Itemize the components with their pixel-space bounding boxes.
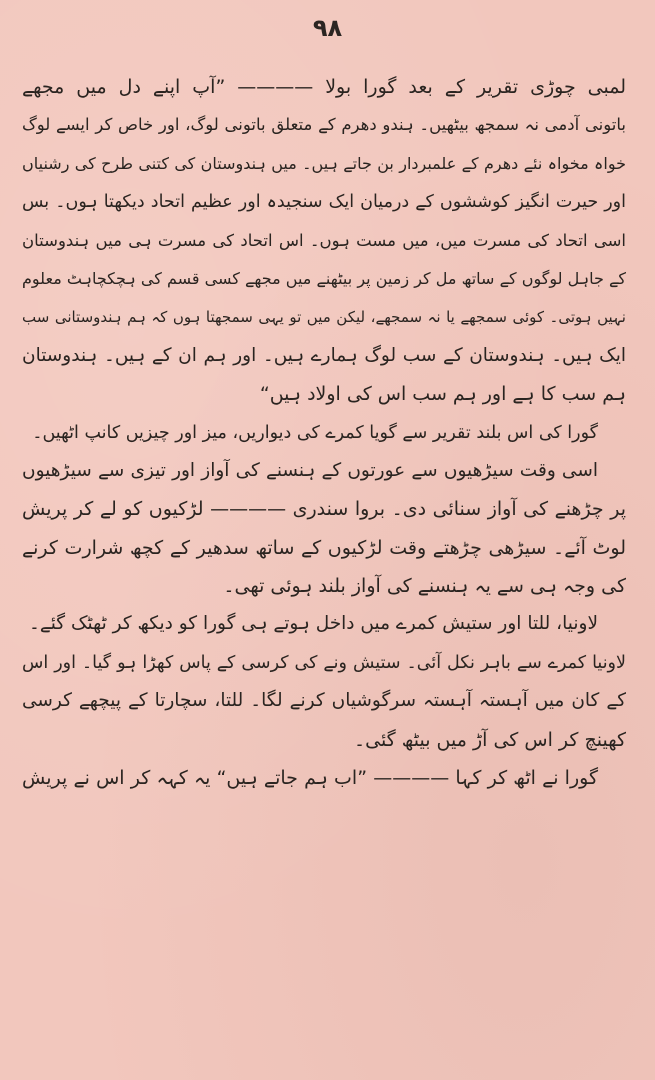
text-line: خواہ مخواہ نئے دھرم کے علمبردار بن جاتے ہیں۔ میں ہندوستان کی کتنی طرح کی رشنیاں [22, 153, 626, 173]
page-text-body [22, 68, 626, 797]
text-line: لاونیا، للتا اور ستیش کمرے میں داخل ہوتے ہی گورا کو دیکھ کر ٹھٹک گئے۔ [29, 613, 598, 635]
text-line: کھینچ کر اس کی آڑ میں بیٹھ گئی۔ [353, 728, 626, 751]
text-line: کی وجہ ہی سے یہ ہنسنے کی آواز بلند ہوئی تھی۔ [223, 575, 626, 598]
text-line: اسی وقت سیڑھیوں سے عورتوں کے ہنسنے کی آواز اور تیزی سے سیڑھیوں [22, 459, 598, 481]
text-line: لاونیا کمرے سے باہر نکل آئی۔ ستیش ونے کی کرسی کے پاس کھڑا ہو گیا۔ اور اس [22, 652, 626, 673]
page-number: ۹۸ [312, 14, 343, 42]
text-line: اور حیرت انگیز کوششوں کے درمیان ایک سنجیدہ اور عظیم اتحاد دیکھتا ہوں۔ بس [22, 192, 626, 213]
text-line: باتونی آدمی نہ سمجھ بیٹھیں۔ ہندو دھرم کے متعلق باتونی لوگ، اور خاص کر ایسے لوگ [22, 115, 626, 135]
text-line: اسی اتحاد کی مسرت میں، میں مست ہوں۔ اس اتحاد کی مسرت ہی میں ہندوستان [22, 230, 626, 250]
text-line: گورا نے اٹھ کر کہا ———— ”اب ہم جاتے ہیں“ یہ کہہ کر اس نے پریش [22, 767, 598, 790]
text-line: کے جاہل لوگوں کے ساتھ مل کر زمین پر بیٹھنے میں مجھے کسی قسم کی ہچکچاہٹ معلوم [22, 268, 626, 288]
text-line: ہم سب کا ہے اور ہم سب اس کی اولاد ہیں“ [259, 383, 626, 406]
text-line: لمبی چوڑی تقریر کے بعد گورا بولا ———— ”آپ اپنے دل میں مجھے [22, 76, 626, 98]
text-line: لوٹ آئے۔ سیڑھی چڑھتے وقت لڑکیوں کے ساتھ سدھیر کے کچھ شرارت کرنے [22, 536, 626, 559]
text-line: گورا کی اس بلند تقریر سے گویا کمرے کی دیواریں، میز اور چیزیں کانپ اٹھیں۔ [32, 422, 598, 443]
text-line: کے کان میں آہستہ آہستہ سرگوشیاں کرنے لگا۔ للتا، سچارتا کے پیچھے کرسی [22, 690, 626, 712]
text-line: پر چڑھنے کی آواز سنائی دی۔ بروا سندری ———— لڑکیوں کو لے کر پریش [22, 498, 626, 521]
text-line: نہیں ہوتی۔ کوئی سمجھے یا نہ سمجھے، لیکن میں تو یہی سمجھتا ہوں کہ ہم ہندوستانی سب [22, 308, 626, 327]
text-line: ایک ہیں۔ ہندوستان کے سب لوگ ہمارے ہیں۔ اور ہم ان کے ہیں۔ ہندوستان [22, 344, 626, 366]
